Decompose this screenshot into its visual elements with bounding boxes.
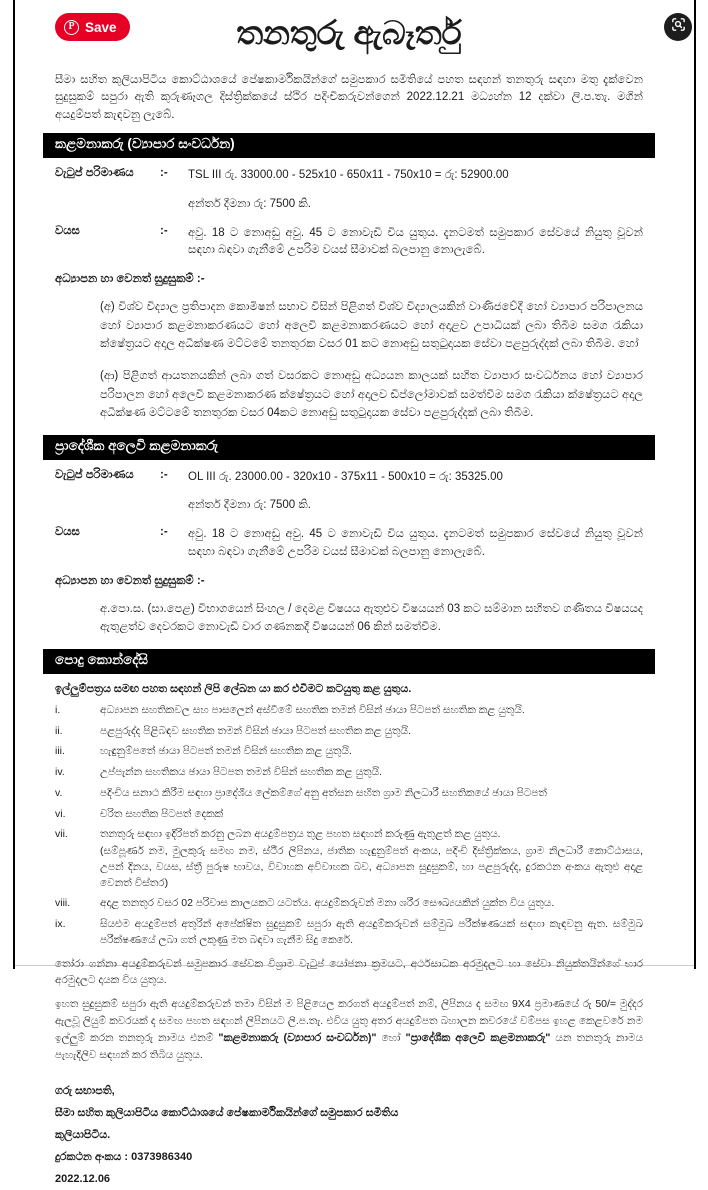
list-item-number: iii. [55, 745, 65, 758]
post1-name-bold: "කළමනාකරු (ව්‍යාපාර සංවර්ධන)" [218, 1031, 377, 1044]
separator: :- [160, 224, 168, 237]
list-item-text: පළපුරුද්ද පිළිබඳව සහතික තමන් විසින් ඡායා පිටපත් සහතික කළ යුතුයි. [100, 724, 412, 737]
documents-instruction: ඉල්ලුම්පත්‍රය සමඟ පහත සඳහන් ලිපි ලේඛන යා කර එවීමට කටයුතු කළ යුතුය. [55, 682, 412, 695]
organization-town: කුලියාපිටිය. [55, 1128, 111, 1141]
section-bar-post1: කළමනාකරු (ව්‍යාපාර සංවර්ධන) [43, 133, 655, 158]
list-item-number: vii. [55, 828, 68, 841]
separator: :- [160, 526, 168, 539]
qualification-b-post1: (ආ) පිළිගත් ආයතනයකින් ලබා ගත් වසරකට නොඅඩු අධ්‍යයන කාලයක් සහිත ව්‍යාපාර සංවර්ධනය හෝ ව්‍යාපාර පරිපාලන හෝ අලෙවි කළමනාකරණ ක්ෂේත්‍රයට හෝ අදාලව ඩිප්ලෝමාවක් සමත්වීම සමග රැකියා ක්ෂේත්‍රයට අදාල අධීක්ෂණ මට්ටමේ තනතුරක වසර 04කට නොඅඩු සතුටුදායක සේවා පළපුරුද්දක් ලබා තිබීම. [100, 370, 643, 420]
list-item-text: උප්පැන්න සහතිකය ඡායා පිටපත තමන් විසින් සහතික කළ යුතුයි. [100, 766, 382, 778]
qualification-a-post1: (අ) විශ්ව විද්‍යාල ප්‍රතිපාදන කොමිෂන් සභාව විසින් පිළිගත් විශ්ව විද්‍යාලයකින් වාණිජවේදී හෝ ව්‍යාපාර පරිපාලනය හෝ ව්‍යාපාර කළමනාකරණයට හෝ අලෙවි කළමනාකරණයට හෝ අදාළව උපාධියක් ලබා තිබීම සමග රැකියා ක්ෂේත්‍රයට අදාල අධීක්ෂණ මට්ටමේ තනතුරක වසර 01 කට නොඅඩු සතුටුදායක සේවා පළපුරුද්දක් ලබා තිබීම. හෝ [100, 301, 643, 350]
age-value: අවු. 18 ට නොඅඩු අවු. 45 ට නොවැඩි විය යුතුය. දැනටමත් සමුපකාර සේවයේ නියුතු වූවන් සඳහා බඳවා ගැනීමේ උපරිම වයස් සීමාවක් බලපානු නොලැබේ. [188, 528, 643, 559]
visual-search-lens-icon [670, 16, 687, 38]
list-item [43, 896, 655, 912]
age-label: වයස [55, 224, 80, 237]
section-bar-general-conditions: පොදු කොන්දේසි [43, 649, 655, 674]
list-item-number: iv. [55, 766, 65, 778]
application-paragraph [55, 996, 643, 1064]
qualification-post2: අ.පො.ස. (සා.පෙළ) විභාගයෙන් සිංහල / දෙමළ විෂයය ඇතුළුව විෂයයන් 03 කට සම්මාන සහිතව ගණිතය විෂයයද ඇතුළත්ව දෙවරකට නොවැඩි වාර ගණනකදී විෂයයන් 06 කින් සමත්වීම. [100, 602, 643, 634]
list-item-number: vi. [55, 807, 66, 820]
list-item-number: ii. [55, 724, 63, 737]
salary-row-post2 [43, 469, 655, 487]
allowance-line-post1: අන්තර් දීමනා රු: 7500 කි. [188, 197, 311, 210]
pinterest-logo-icon: P [64, 20, 79, 35]
list-item-number: ix. [55, 918, 66, 930]
application-text-mid: හෝ [376, 1031, 406, 1044]
salary-value: OL III රු. 23000.00 - 320x10 - 375x11 - 500x10 = රු: 35325.00 [188, 470, 503, 483]
save-button-label: Save [85, 19, 117, 35]
list-item-text: චරිත සහතික පිටපත් දෙකක් [100, 807, 224, 820]
list-item [43, 786, 655, 802]
age-label: වයස [55, 526, 80, 539]
page-border-left [13, 0, 15, 969]
page-title: තනතුරු ඇබෑර්තු [236, 14, 462, 51]
list-item-text: හැඳුනුම්පතේ ඡායා පිටපත් තමන් විසින් සහතික කළ යුතුයි. [100, 745, 352, 758]
separator: :- [160, 166, 168, 179]
list-item-text: පදිංචිය සනාථ කිරීම සඳහා ප්‍රාදේශීය ලේකම්ගේ අනු අත්සන සහිත ග්‍රාම නිලධාරී සහතිකයේ ඡායා පිටපත් [100, 786, 547, 799]
list-item-text [100, 827, 643, 891]
list-item [43, 744, 655, 760]
list-item [43, 917, 655, 949]
salary-row-post1 [43, 167, 655, 185]
notice-date: 2022.12.06 [55, 1172, 111, 1185]
list-item [43, 807, 655, 823]
list-item-number: viii. [55, 897, 71, 910]
application-text-1: ඉහත සුදුසුකම් සපුරා ඇති අයදුම්කරුවන් තමා විසින් ම පිළියෙල කරගත් අයදුම්පත් නම්, ලිපිනය ද සමඟ 9X4 ප්‍රමාණයේ රු 50/= මුද්දර ඇලවූ ලියුම් කවරයක් ද සමඟ පහත සඳහන් ලිපිනයට ලි.ප.තැ. එවිය යුතු අතර අයදුම්පත බහාලන කවරයේ වම්පස ඉහළ කෙළවරේ නම ඉල්ලුම් කරන තනතුරු නාමය එනම් [55, 998, 643, 1044]
signature-block [55, 1080, 643, 1190]
pension-paragraph: තෝරා ගන්නා අයදුම්කරුවන් සමුපකාර සේවක විශ්‍රාම වැටුප් යෝජනා ක්‍රමයට, අර්ථසාධක අරමුදලට හා සේවා නියුක්තයින්ගේ භාර අරමුදලට දායක විය යුතුය. [55, 957, 643, 987]
allowance-line-post2: අන්තර් දීමනා රු: 7500 කි. [188, 499, 311, 512]
list-item-number: i. [55, 703, 61, 716]
age-row-post1 [43, 225, 655, 261]
post2-name-bold: "ප්‍රාදේශීක අලෙවි කළමනාකරු" [405, 1031, 551, 1044]
section-bar-post2: ප්‍රාදේශීක අලෙවි කළමනාකරු [43, 435, 655, 460]
education-heading-post1: අධ්‍යාපන හා වෙනත් සුදුසුකම් :- [55, 273, 205, 286]
document-header [43, 12, 655, 62]
phone-number-line: දුරකථන අංකය : 0373986340 [55, 1150, 193, 1163]
list-item-text: අධ්‍යාපන සහතිකවල සහ පාසලෙන් අස්වීමේ සහතික තමන් විසින් ඡායා පිටපත් සහතික කළ යුතුයි. [100, 703, 525, 716]
application-text-2: යන තනතුරු නාමය පැහැදිලිව සඳහන් කර තිබිය යුතුය. [55, 1031, 644, 1061]
signatory-title: ගරු සභාපති, [55, 1084, 115, 1097]
pinterest-save-button[interactable] [55, 13, 130, 41]
list-item-number: v. [55, 786, 63, 799]
intro-paragraph: සීමා සහිත කුලියාපිටිය කොට්ඨාශයේ පේෂකාර්මිකයින්ගේ සමුපකාර සමිතියේ පහත සඳහන් තනතුරු සඳහා මතු දැක්වෙන සුදුසුකම් සපුරා ඇති කුරුණෑගල දිස්ත්‍රික්කයේ ස්ථිර පදිංචිකරුවන්ගෙන් 2022.12.21 මධ්‍යහ්න 12 දක්වා ලි.ප.තැ. මගින් අයදුම්පත් කැඳවනු ලැබේ. [55, 74, 643, 121]
separator: :- [160, 468, 168, 481]
salary-label: වැටුප් පරිමාණය [55, 166, 134, 179]
list-item-main-text: තනතුරු සඳහා ඉදිරිපත් කරනු ලබන අයදුම්පත්‍රය තුළ පහත සඳහන් කරුණු ඇතුළත් කළ යුතුය. [100, 828, 501, 841]
list-item [43, 703, 655, 719]
list-item-text: සියළුම අයදුම්පත් අතුරින් අපේක්ෂිත සුදුසුකම් සපුරා ඇති අයදුම්කරුවන් සම්මුඛ පරීක්ෂණයක් සඳහා කැඳවනු ඇත. සම්මුඛ පරීක්ෂණයේ ලබා ගත් ලකුණු මත බඳවා ගැනීම සිදු කෙරේ. [100, 918, 643, 946]
organization-name: සීමා සහිත කුලියාපිටිය කොට්ඨාශයේ පේෂකාර්මිකයින්ගේ සමුපකාර සමිතිය [55, 1106, 399, 1119]
list-item-note: (සම්පූර්ණ නම, මුලකුරු සමඟ නම, ස්ථීර ලිපිනය, ජාතික හැඳුනුම්පත් අංකය, පදිංචි දිස්ත්‍රික්කය, ග්‍රාම නිලධාරී කොට්ඨාසය, උපන් දිනය, වයස, ස්ත්‍රී පුරුෂ භාවය, විවාහක අවිවාහක බව, අධ්‍යාපන සුදුසුකම්, හා පළපුරුද්ද, දුරකථන අංකය ඇතුළු අදාළ වෙනත් විස්තර) [100, 845, 643, 889]
vacancy-notice-document [43, 0, 655, 1190]
salary-label: වැටුප් පරිමාණය [55, 468, 134, 481]
list-item [43, 724, 655, 740]
list-item [43, 765, 655, 781]
list-item [43, 827, 655, 891]
age-row-post2 [43, 526, 655, 562]
conditions-list [43, 703, 655, 949]
salary-value: TSL III රු. 33000.00 - 525x10 - 650x11 - 750x10 = රු: 52900.00 [188, 168, 509, 181]
visual-search-lens-button[interactable] [664, 13, 692, 41]
page-border-right [694, 0, 696, 969]
list-item-text: අදාළ තනතුර වසර 02 පරිවාස කාලයකට යටත්ය. අයදුම්කරුවන් මනා ශරීර සෞඛ්‍යයකින් යුක්ත විය යුතුය. [100, 897, 555, 910]
education-heading-post2: අධ්‍යාපන හා වෙනත් සුදුසුකම් :- [55, 574, 205, 587]
age-value: අවු. 18 ට නොඅඩු අවු. 45 ට නොවැඩි විය යුතුය. දැනටමත් සමුපකාර සේවයේ නියුතු වූවන් සඳහා බඳවා ගැනීමේ උපරිම වයස් සීමාවක් බලපානු නොලැබේ. [188, 226, 643, 257]
